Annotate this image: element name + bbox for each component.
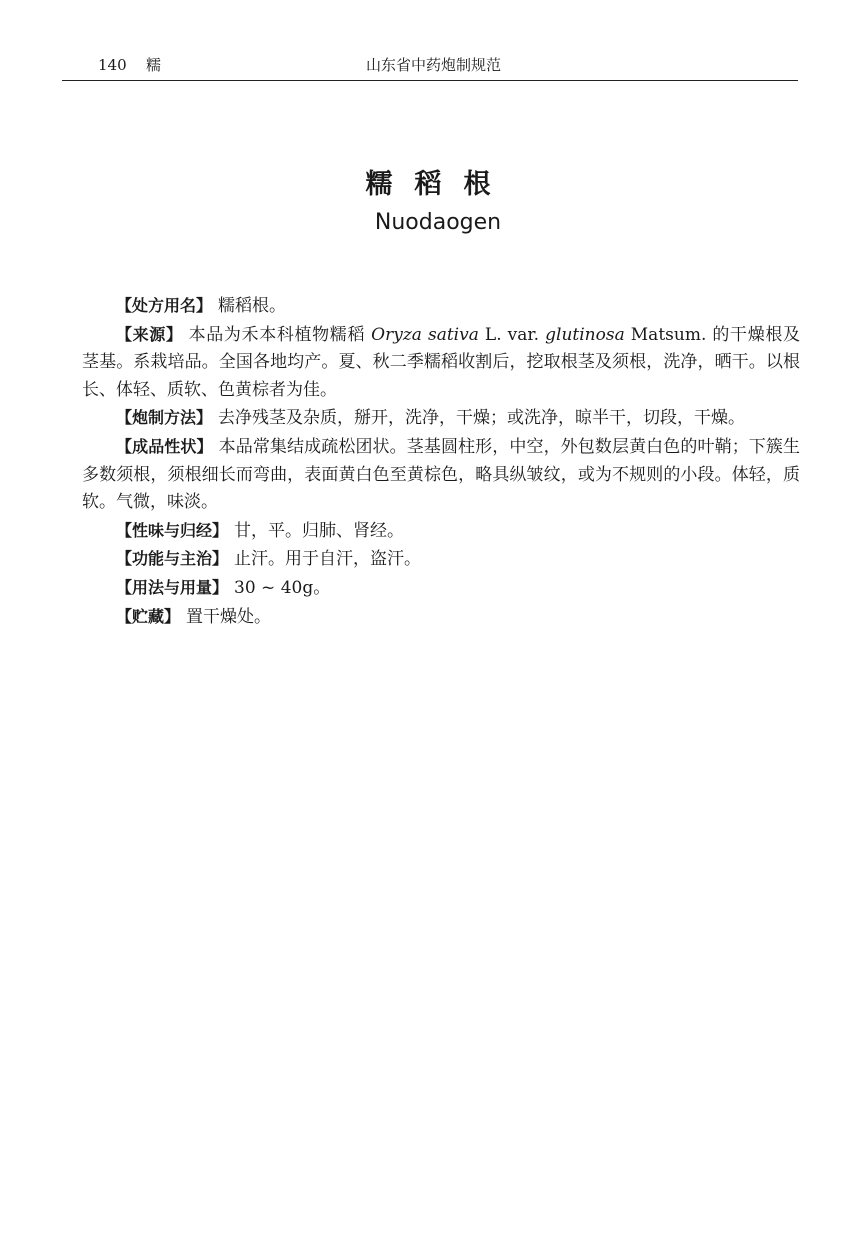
entry-dosage	[82, 574, 800, 603]
entry-properties	[82, 433, 800, 517]
text-function: 止汗。用于自汗，盗汗。	[234, 549, 422, 570]
text-source-3: Matsum. 的干燥根及茎基。系栽培品。全国各地均产。夏、秋二季糯稻收割后，挖取根茎及须根，洗净，晒干。以根长、体轻、质软、色黄棕者为佳。	[82, 324, 800, 400]
text-properties: 本品常集结成疏松团状。茎基圆柱形，中空，外包数层黄白色的叶鞘；下簇生多数须根，须根细长而弯曲，表面黄白色至黄棕色，略具纵皱纹，或为不规则的小段。体轻，质软。气微，味淡。	[82, 436, 800, 513]
text-dosage: 30 ~ 40g。	[234, 577, 331, 598]
label-processing: 【炮制方法】	[116, 408, 213, 428]
entry-body	[82, 292, 800, 631]
latin-species: Oryza sativa	[371, 324, 479, 345]
entry-title: 糯稻根	[365, 169, 513, 200]
entry-function	[82, 545, 800, 574]
label-taste-meridian: 【性味与归经】	[116, 520, 229, 540]
entry-pinyin-title: Nuodaogen	[374, 210, 502, 235]
label-prescription-name: 【处方用名】	[116, 296, 213, 315]
page-number: 140	[98, 56, 127, 74]
text-storage: 置干燥处。	[186, 606, 272, 627]
label-source: 【来源】	[116, 324, 183, 344]
label-storage: 【贮藏】	[116, 606, 181, 626]
label-dosage: 【用法与用量】	[116, 577, 229, 597]
entry-storage	[82, 603, 800, 632]
entry-prescription-name	[82, 292, 800, 321]
entry-source	[82, 321, 800, 405]
text-processing: 去净残茎及杂质，掰开，洗净，干燥；或洗净，晾半干，切段，干燥。	[218, 408, 746, 429]
entry-processing	[82, 404, 800, 433]
header-entry-character: 糯	[146, 56, 162, 74]
text-source-2: L. var.	[478, 324, 546, 345]
text-prescription-name: 糯稻根。	[218, 296, 287, 316]
book-title: 山东省中药炮制规范	[366, 56, 502, 74]
label-function: 【功能与主治】	[116, 549, 229, 569]
entry-taste-meridian	[82, 517, 800, 546]
text-source-1: 本品为禾本科植物糯稻	[188, 324, 372, 345]
label-properties: 【成品性状】	[116, 436, 213, 456]
header-divider	[62, 80, 798, 81]
running-header	[98, 54, 798, 76]
text-taste-meridian: 甘，平。归肺、肾经。	[234, 520, 405, 541]
latin-variety: glutinosa	[545, 324, 625, 345]
